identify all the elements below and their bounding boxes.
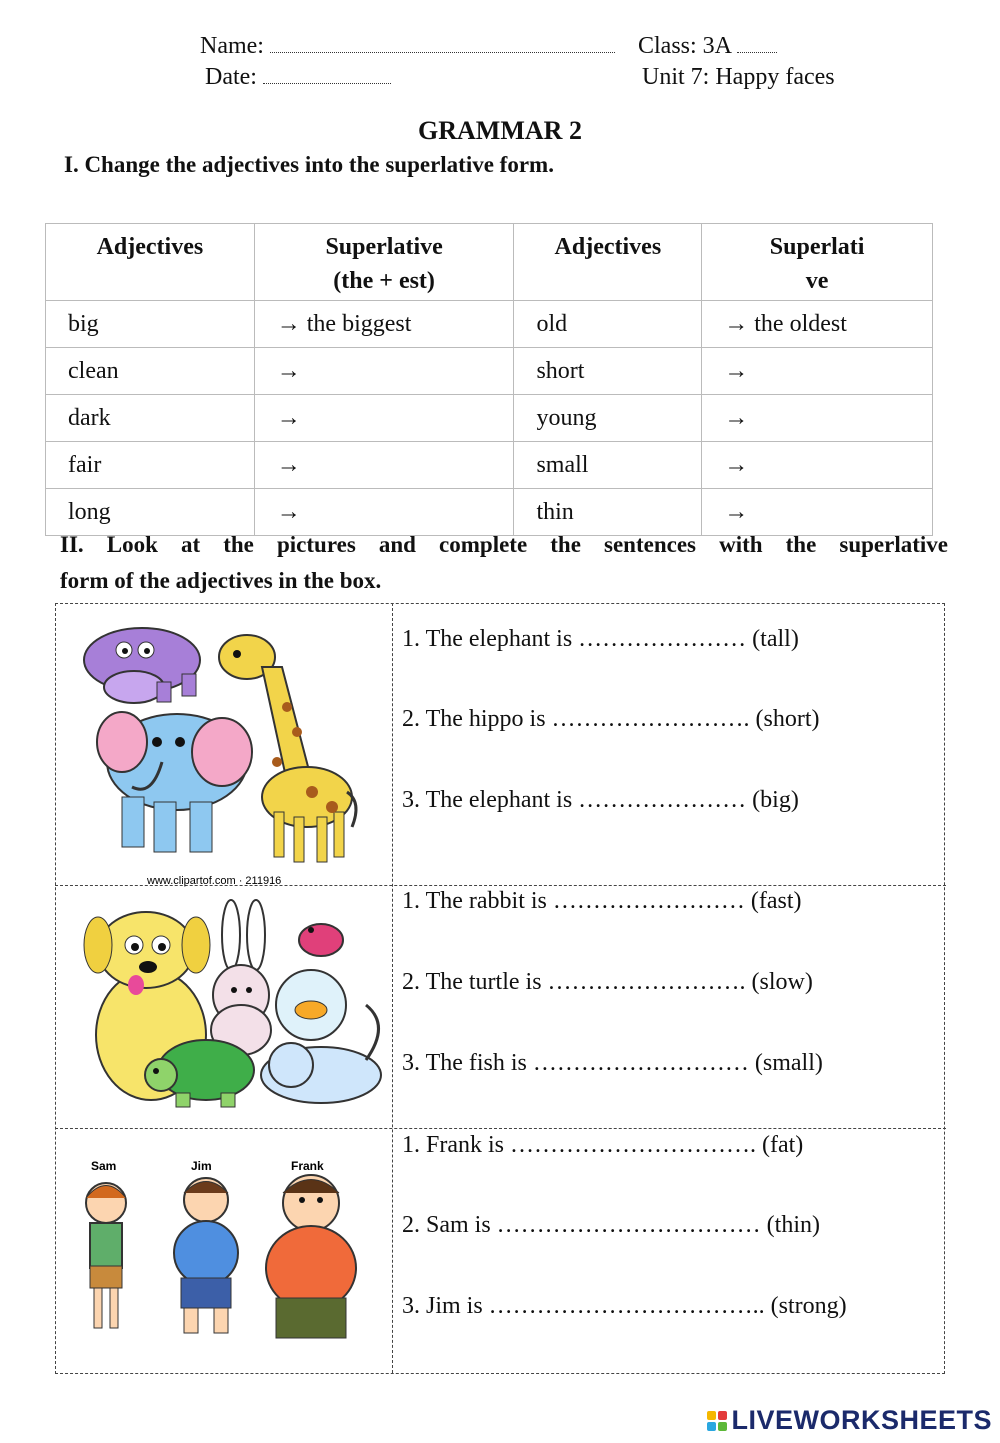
elephant-icon	[97, 712, 252, 852]
header-adjectives-1: Adjectives	[46, 224, 255, 301]
name-label: Name:	[200, 33, 264, 59]
picture-caption: www.clipartof.com · 211916	[147, 875, 282, 887]
date-label: Date:	[205, 64, 257, 90]
class-line	[638, 33, 777, 60]
answer-cell[interactable]: →	[702, 442, 933, 489]
unit-label: Unit 7: Happy faces	[642, 64, 835, 90]
answer-cell: → the biggest	[254, 301, 514, 348]
table-row	[46, 348, 933, 395]
class-blank[interactable]	[737, 36, 777, 53]
fishbowl-icon	[276, 970, 346, 1040]
adjective-cell: young	[514, 395, 702, 442]
hippo-icon	[84, 628, 200, 703]
section2-instruction-line1: II. Look at the pictures and complete the sentences with the superlative	[60, 532, 948, 557]
logo-text: LIVEWORKSHEETS	[731, 1405, 992, 1435]
zoo-animals-picture	[62, 612, 382, 887]
answer-cell[interactable]: →	[702, 489, 933, 536]
adjective-cell: dark	[46, 395, 255, 442]
answer-cell[interactable]: →	[254, 442, 514, 489]
sentence-fish-small[interactable]: 3. The fish is ……………………… (small)	[402, 1050, 823, 1076]
box-divider	[392, 603, 393, 1373]
adjective-cell: old	[514, 301, 702, 348]
answer-cell: → the oldest	[702, 301, 933, 348]
sentence-elephant-tall[interactable]: 1. The elephant is ………………… (tall)	[402, 626, 799, 652]
boys-picture	[66, 1138, 386, 1363]
sentence-sam-thin[interactable]: 2. Sam is …………………………… (thin)	[402, 1212, 820, 1238]
date-blank[interactable]	[263, 67, 391, 84]
answer-cell[interactable]: →	[254, 348, 514, 395]
section1-instruction: I. Change the adjectives into the superlative form.	[64, 152, 554, 177]
sam-icon	[86, 1183, 126, 1328]
sentence-elephant-big[interactable]: 3. The elephant is ………………… (big)	[402, 787, 799, 813]
frank-icon	[266, 1175, 356, 1338]
sentence-turtle-slow[interactable]: 2. The turtle is ……………………. (slow)	[402, 969, 813, 995]
jim-label: Jim	[191, 1159, 212, 1173]
adjective-cell: long	[46, 489, 255, 536]
class-label: Class: 3A	[638, 33, 731, 59]
answer-cell[interactable]: →	[254, 395, 514, 442]
sentence-frank-fat[interactable]: 1. Frank is …………………………. (fat)	[402, 1132, 804, 1158]
table-row	[46, 442, 933, 489]
table-header-row	[46, 224, 933, 301]
table-row	[46, 395, 933, 442]
box-row-divider	[55, 1128, 946, 1129]
page-title: GRAMMAR 2	[418, 116, 582, 145]
sam-label: Sam	[91, 1159, 117, 1173]
adjective-cell: clean	[46, 348, 255, 395]
jim-icon	[174, 1178, 238, 1333]
answer-cell[interactable]: →	[254, 489, 514, 536]
answer-cell[interactable]: →	[702, 395, 933, 442]
table-row	[46, 301, 933, 348]
adjective-cell: thin	[514, 489, 702, 536]
frank-label: Frank	[291, 1159, 324, 1173]
adjective-cell: small	[514, 442, 702, 489]
liveworksheets-logo	[707, 1405, 992, 1436]
section2-instruction-line2: form of the adjectives in the box.	[60, 568, 382, 593]
adjective-cell: fair	[46, 442, 255, 489]
date-line	[205, 64, 391, 91]
sentence-jim-strong[interactable]: 3. Jim is …………………………….. (strong)	[402, 1293, 847, 1319]
header-superlative-2: Superlati ve	[702, 224, 933, 301]
name-line	[200, 33, 615, 60]
adjective-cell: big	[46, 301, 255, 348]
sentence-rabbit-fast[interactable]: 1. The rabbit is …………………… (fast)	[402, 888, 802, 914]
table-row	[46, 489, 933, 536]
sentence-hippo-short[interactable]: 2. The hippo is ……………………. (short)	[402, 706, 820, 732]
adjective-cell: short	[514, 348, 702, 395]
answer-cell[interactable]: →	[702, 348, 933, 395]
adjectives-table	[45, 223, 933, 536]
bird-icon	[299, 924, 343, 956]
header-superlative-1: Superlative (the + est)	[254, 224, 514, 301]
rabbit-icon	[211, 900, 271, 1055]
logo-icon	[707, 1411, 727, 1431]
pets-picture	[66, 895, 386, 1120]
name-blank[interactable]	[270, 36, 615, 53]
header-adjectives-2: Adjectives	[514, 224, 702, 301]
